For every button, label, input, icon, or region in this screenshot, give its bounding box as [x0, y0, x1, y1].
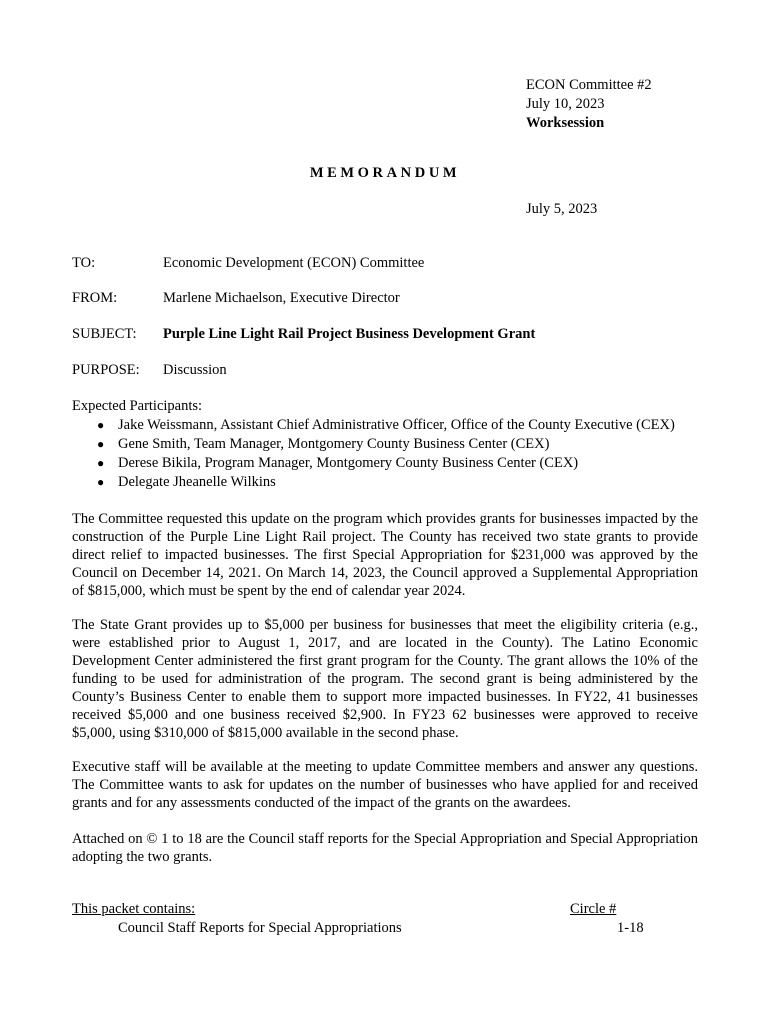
memo-date: July 5, 2023: [526, 201, 598, 217]
to-field: [72, 255, 712, 272]
participants-heading: Expected Participants:: [72, 398, 203, 414]
circle-heading: Circle #: [570, 901, 617, 917]
paragraph-attachments: Attached on © 1 to 18 are the Council staff reports for the Special Appropriation and Special Appropriation adopting the two grants.: [72, 831, 698, 865]
from-field: [72, 290, 712, 307]
session-type-line: Worksession: [526, 115, 605, 131]
purpose-label: PURPOSE:: [72, 362, 140, 378]
paragraph-executive-staff: Executive staff will be available at the meeting to update Committee members and answer any questions. The Committee wants to ask for updates on the number of businesses who have applied for and received grants and for any assessments conducted of the impact of the grants on the awardees.: [72, 759, 698, 811]
from-value: Marlene Michaelson, Executive Director: [163, 290, 400, 306]
participants-section: [72, 397, 712, 492]
subject-value: Purple Line Light Rail Project Business Development Grant: [163, 326, 536, 342]
to-label: TO:: [72, 255, 96, 271]
list-item: ● Delegate Jheanelle Wilkins: [97, 474, 276, 490]
packet-heading: This packet contains:: [72, 901, 196, 917]
to-value: Economic Development (ECON) Committee: [163, 255, 425, 271]
participants-list: [72, 416, 712, 492]
packet-contents: [72, 900, 652, 938]
list-item: ● Jake Weissmann, Assistant Chief Administrative Officer, Office of the County Executive (CEX): [97, 417, 675, 433]
list-item: ● Derese Bikila, Program Manager, Montgomery County Business Center (CEX): [97, 455, 579, 471]
subject-field: [72, 326, 712, 343]
purpose-field: [72, 362, 712, 379]
paragraph-committee-request: The Committee requested this update on the program which provides grants for businesses impacted by the construction of the Purple Line Light Rail project. The County has received two state grants to provide direct relief to impacted businesses. The first Special Appropriation for $231,000 was approved by the Council on December 14, 2021. On March 14, 2023, the Council approved a Supplemental Appropriation of $815,000, which must be spent by the end of calendar year 2024.: [72, 511, 698, 599]
bullet-icon: ●: [97, 456, 105, 470]
packet-item-label: Council Staff Reports for Special Appropriations: [118, 920, 402, 936]
subject-label: SUBJECT:: [72, 326, 137, 342]
meeting-date-line: July 10, 2023: [526, 96, 605, 112]
list-item: ● Gene Smith, Team Manager, Montgomery County Business Center (CEX): [97, 436, 550, 452]
memorandum-title: MEMORANDUM: [309, 165, 461, 181]
packet-item-pages: 1-18: [617, 920, 644, 936]
bullet-icon: ●: [97, 475, 105, 489]
from-label: FROM:: [72, 290, 118, 306]
meeting-header: [526, 76, 652, 133]
paragraph-state-grant: The State Grant provides up to $5,000 per business for businesses that meet the eligibility criteria (e.g., were established prior to August 1, 2017, and are located in the County). The Latino Economic Development Center administered the first grant program for the County. The grant allows the 10% of the funding to be used for administration of the program. The second grant is being administered by the County’s Business Center to enable them to support more impacted businesses. In FY22, 41 businesses received $5,000 and one business received $2,900. In FY23 62 businesses were approved to receive $5,000, using $310,000 of $815,000 available in the second phase.: [72, 617, 698, 741]
bullet-icon: ●: [97, 418, 105, 432]
committee-line: ECON Committee #2: [526, 77, 652, 93]
purpose-value: Discussion: [163, 362, 227, 378]
bullet-icon: ●: [97, 437, 105, 451]
